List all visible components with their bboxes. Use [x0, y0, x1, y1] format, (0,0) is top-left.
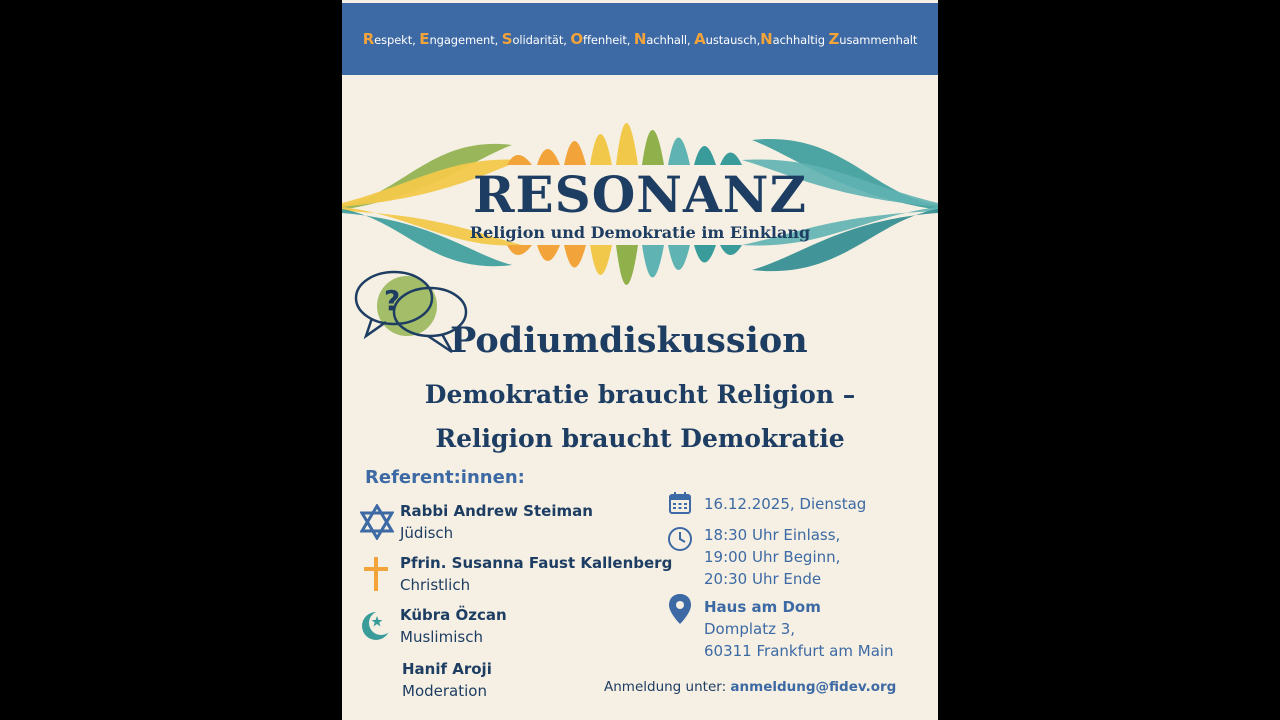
value-word: Respekt, — [362, 30, 416, 48]
speaker-name: Pfrin. Susanna Faust Kallenberg — [400, 554, 673, 572]
location-pin-icon — [668, 593, 692, 625]
speaker-item — [400, 554, 672, 594]
cross-icon — [362, 555, 390, 593]
value-word: Solidarität, — [501, 30, 567, 48]
topic-line-1: Demokratie braucht Religion – — [424, 380, 856, 409]
venue-street: Domplatz 3, — [704, 620, 796, 638]
registration-label: Anmeldung unter: — [604, 679, 727, 695]
time-line: 18:30 Uhr Einlass, — [704, 526, 841, 544]
event-title: RESONANZ — [472, 165, 808, 224]
event-subtitle: Religion und Demokratie im Einklang — [469, 223, 811, 242]
event-venue — [704, 596, 894, 662]
venue-city: 60311 Frankfurt am Main — [704, 642, 894, 660]
time-line: 19:00 Uhr Beginn, — [704, 548, 841, 566]
calendar-icon — [668, 491, 692, 515]
speaker-name: Hanif Aroji — [402, 660, 492, 678]
registration-email-link[interactable]: anmeldung@fidev.org — [730, 679, 897, 695]
speakers-heading: Referent:innen: — [365, 467, 525, 488]
svg-text:?: ? — [384, 284, 401, 317]
topic-line-2: Religion braucht Demokratie — [435, 424, 845, 453]
value-word: Zusammenhalt — [828, 30, 918, 48]
speaker-role: Christlich — [400, 576, 471, 594]
values-banner — [342, 3, 938, 75]
speaker-role: Muslimisch — [400, 628, 483, 646]
event-date: 16.12.2025, Dienstag — [704, 495, 867, 513]
crescent-star-icon — [360, 610, 392, 642]
venue-name: Haus am Dom — [704, 598, 821, 616]
speaker-item — [402, 660, 492, 700]
clock-icon — [667, 526, 693, 552]
speaker-name: Kübra Özcan — [400, 606, 507, 624]
value-word: Austausch, — [694, 30, 761, 48]
registration-line — [604, 679, 896, 695]
event-times — [704, 524, 840, 590]
values-line — [363, 30, 918, 48]
value-word: Nachhaltig — [760, 30, 825, 48]
speaker-role: Jüdisch — [400, 524, 454, 542]
speaker-item — [400, 606, 507, 646]
event-type-heading: Podiumdiskussion — [450, 320, 808, 361]
event-poster — [342, 0, 938, 720]
speaker-item — [400, 502, 593, 542]
value-word: Engagement, — [419, 30, 499, 48]
time-line: 20:30 Uhr Ende — [704, 570, 822, 588]
value-word: Offenheit, — [570, 30, 631, 48]
speaker-name: Rabbi Andrew Steiman — [400, 502, 593, 520]
star-of-david-icon — [360, 504, 394, 540]
speaker-role: Moderation — [402, 682, 487, 700]
value-word: Nachhall, — [633, 30, 691, 48]
